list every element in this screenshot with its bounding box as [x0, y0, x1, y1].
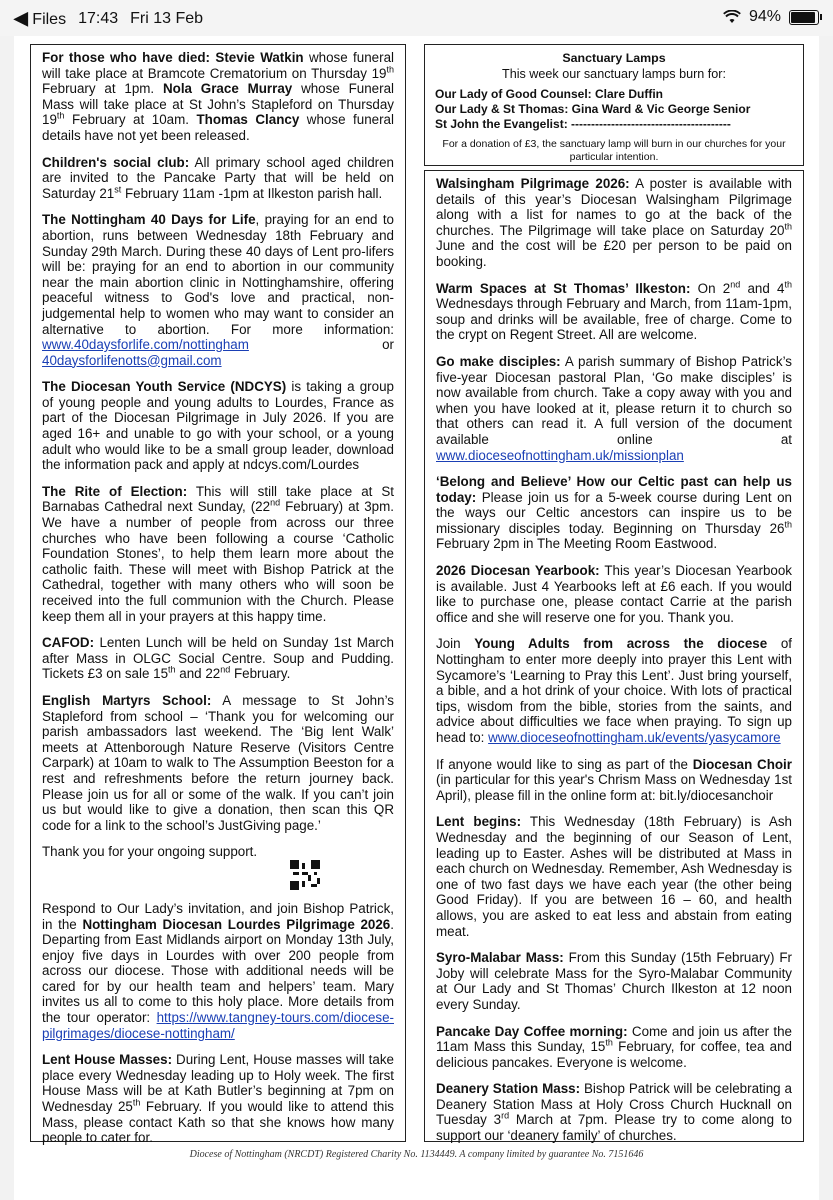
sanctuary-sje: St John the Evangelist: ----------------------------------------: [435, 117, 731, 131]
link-40days-email[interactable]: 40daysforlifenotts@gmail.com: [42, 352, 222, 368]
sanctuary-note: For a donation of £3, the sanctuary lamp will burn in our churches for your particular intention.: [442, 138, 786, 163]
link-yasycamore[interactable]: www.dioceseofnottingham.uk/events/yasycamore: [488, 730, 781, 745]
battery-percent: 94%: [748, 8, 781, 25]
battery-icon: [789, 10, 819, 25]
clock: 17:43: [78, 9, 119, 27]
link-missionplan[interactable]: www.dioceseofnottingham.uk/missionplan: [436, 447, 684, 463]
notice-syro-malabar: Syro-Malabar Mass: From this Sunday (15th February) Fr Joby will celebrate Mass for the Syro-Malabar Community at Our Lady and St Thomas’ Church Ilkeston at 12 noon every Sunday.: [436, 950, 792, 1012]
notice-cafod: CAFOD: Lenten Lunch will be held on Sunday 1st March after Mass in OLGC Social Centre. Soup and Pudding. Tickets £3 on sale 15th and 22nd February.: [42, 635, 394, 682]
notice-disciples: Go make disciples: A parish summary of Bishop Patrick’s five-year Diocesan pastoral Plan, ‘Go make disciples’ is now available from church. Take a copy away with you and when you have looked at it, please return it to church so that others can read it. A full version of the document available online at www.dioceseofnottingham.uk/missionplan: [436, 353, 793, 463]
back-label: Files: [32, 11, 67, 28]
notice-walsingham: Walsingham Pilgrimage 2026: A poster is available with details of this year’s Diocesan Walsingham Pilgrimage along with a list for names to go at the back of the churches. The Pilgrimage will take place on Saturday 20th June and the cost will be £20 per person to be paid on booking.: [436, 176, 792, 269]
notice-warm-spaces: Warm Spaces at St Thomas’ Ilkeston: On 2nd and 4th Wednesdays through February and March, from 11am-1pm, soup and drinks will be available, free of charge. Come to the crypt on Regent Street. All are welcome.: [436, 279, 792, 343]
notice-yearbook: 2026 Diocesan Yearbook: This year’s Diocesan Yearbook is available. Just 4 Yearbooks left at £6 each. If you would like to purchase one, please contact Carrie at the parish office and she will reserve one for you. Thank you.: [436, 563, 792, 625]
footer: Diocese of Nottingham (NRCDT) Registered Charity No. 1134449. A company limited by guarantee No. 7151646: [189, 1149, 644, 1160]
notice-lent: Lent begins: This Wednesday (18th February) is Ash Wednesday and the beginning of our Season of Lent, leading up to Easter. Ashes will be distributed at Mass in each church on Wednesday. Remember, Ash Wednesday is one of two fast days we have each year (the other being Good Friday). If you are between 16 – 60, and health allows, you are asked to eat less and abstain from eating meat.: [436, 814, 792, 939]
notice-lourdes: Respond to Our Lady’s invitation, and join Bishop Patrick, in the Nottingham Diocesan Lourdes Pilgrimage 2026. Departing from East Midlands airport on Monday 13th July, enjoy five days in Lourdes with over 200 people from across our diocese. Those with additional needs will be cared for by our health team and helpers’ team. Mary invites us all to come to this holy place. More details from the tour operator: https://www.tangney-tours.com/diocese-pilgrimages/diocese-nottingham/: [42, 900, 394, 1041]
notice-young-adults: Join Young Adults from across the diocese of Nottingham to enter more deeply into prayer this Lent with Sycamore’s ‘Learning to Pray this Lent’. Just bring yourself, a bible, and a hot drink of your choice. With lots of practical tips, wisdom from the bible, stories from the saints, and advice about difficulties we face when praying. To sign up head to: www.dioceseofnottingham.uk/events/yasycamore: [436, 636, 792, 745]
notice-deanery: Deanery Station Mass: Bishop Patrick will be celebrating a Deanery Station Mass at Holy Cross Church Hucknall on Tuesday 3rd March at 7pm. Please try to come along to support our ‘deanery family’ of churches.: [436, 1081, 793, 1144]
link-tangney-tours[interactable]: https://www.tangney-tours.com/diocese-pilgrimages/diocese-nottingham/: [42, 1010, 394, 1041]
sanctuary-subtitle: This week our sanctuary lamps burn for:: [502, 67, 726, 81]
notice-house-masses: Lent House Masses: During Lent, House masses will take place every Wednesday leading up to Holy week. The first House Mass will be at Kath Butler’s beginning at 7pm on Wednesday 25th February. If you would like to attend this Mass, please contact Kath so that she knows how many people to cater for.: [42, 1052, 395, 1146]
chevron-left-icon: ◀: [14, 8, 28, 28]
sanctuary-olgc: Our Lady of Good Counsel: Clare Duffin: [435, 87, 663, 101]
sanctuary-olst: Our Lady & St Thomas: Gina Ward & Vic George Senior: [435, 102, 751, 116]
sanctuary-title: Sanctuary Lamps: [562, 51, 666, 65]
date: Fri 13 Feb: [130, 9, 204, 27]
link-40days-website[interactable]: www.40daysforlife.com/nottingham: [42, 337, 249, 353]
right-column: [424, 170, 804, 1142]
left-column: [30, 44, 406, 1146]
back-button[interactable]: [14, 8, 66, 29]
notice-pancake: Pancake Day Coffee morning: Come and join us after the 11am Mass this Sunday, 15th February, for coffee, tea and delicious pancakes. Everyone is welcome.: [436, 1023, 792, 1070]
thanks-line: Thank you for your ongoing support.: [42, 844, 394, 890]
notice-died: For those who have died: Stevie Watkin whose funeral will take place at Bramcote Crematorium on Thursday 19th February at 1pm. Nola Grace Murray whose Funeral Mass will take place at St John’s Stapleford on Thursday 19th February at 10am. Thomas Clancy whose funeral details have not yet been released.: [42, 50, 395, 143]
notice-martyrs: English Martyrs School: A message to St John’s Stapleford from school – ‘Thank you for welcoming our parish ambassadors last weekend. The ‘Big lent Walk’ meets at Attenborough Nature Reserve (Visitors Centre Carpark) at 10am to walk to The Assumption Beeston for a rest and refreshments before the return journey back. Please join us for all or some of the walk. If you can’t join us but would like to give a donation, then scan this QR code for a link to the school’s JustGiving page.’: [42, 692, 394, 833]
notice-youth: The Diocesan Youth Service (NDCYS) is taking a group of young people and young adults to Lourdes, France as part of the Diocesan Pilgrimage in July 2026. If you are aged 16+ and unable to go with your school, or a young adult who would like to be a small group leader, download the information pack and apply at ndcys.com/Lourdes: [42, 379, 394, 473]
notice-election: The Rite of Election: This will still take place at St Barnabas Cathedral next Sunday, (22nd February) at 3pm. We have a number of people from across our three churches who have been following a course ‘Catholic Foundation Stones’, to help them learn more about the catholic faith. These will meet with Bishop Patrick at the Cathedral, together with many others who will soon be received into the full communion with the Church. Please keep them all in your prayers at this happy time.: [42, 483, 395, 624]
status-bar: [0, 0, 833, 36]
notice-celtic: ‘Belong and Believe’ How our Celtic past can help us today: Please join us for a 5-week course during Lent on the ways our Celtic ancestors can inspire us to be missionary disciples today. Beginning on Thursday 26th February 2pm in The Meeting Room Eastwood.: [436, 474, 792, 552]
sanctuary-lamps-box: [424, 44, 804, 166]
notice-40-days: The Nottingham 40 Days for Life, praying for an end to abortion, runs between Wednesday 18th February and Sunday 29th March. During these 40 days of Lent pro-lifers will be: praying for an end to abortion in our community near the main abortion clinic in Nottinghamshire, offering peaceful witness to God's love and practical, non-judgemental help to women who may want to consider an alternative to abortion. For more information: www.40daysforlife.com/nottingham or 40daysforlifenotts@gmail.com: [42, 212, 394, 368]
qr-code-icon[interactable]: [290, 860, 320, 890]
notice-children: Children's social club: All primary school aged children are invited to the Pancake Party that will be held on Saturday 21st February 11am -1pm at Ilkeston parish hall.: [42, 154, 394, 201]
battery-fill: [791, 12, 815, 23]
notice-choir: If anyone would like to sing as part of the Diocesan Choir (in particular for this year's Chrism Mass on Wednesday 1st April), please fill in the online form at: bit.ly/diocesanchoir: [436, 756, 792, 803]
newsletter-page[interactable]: [14, 36, 819, 1200]
wifi-icon: [723, 10, 741, 24]
